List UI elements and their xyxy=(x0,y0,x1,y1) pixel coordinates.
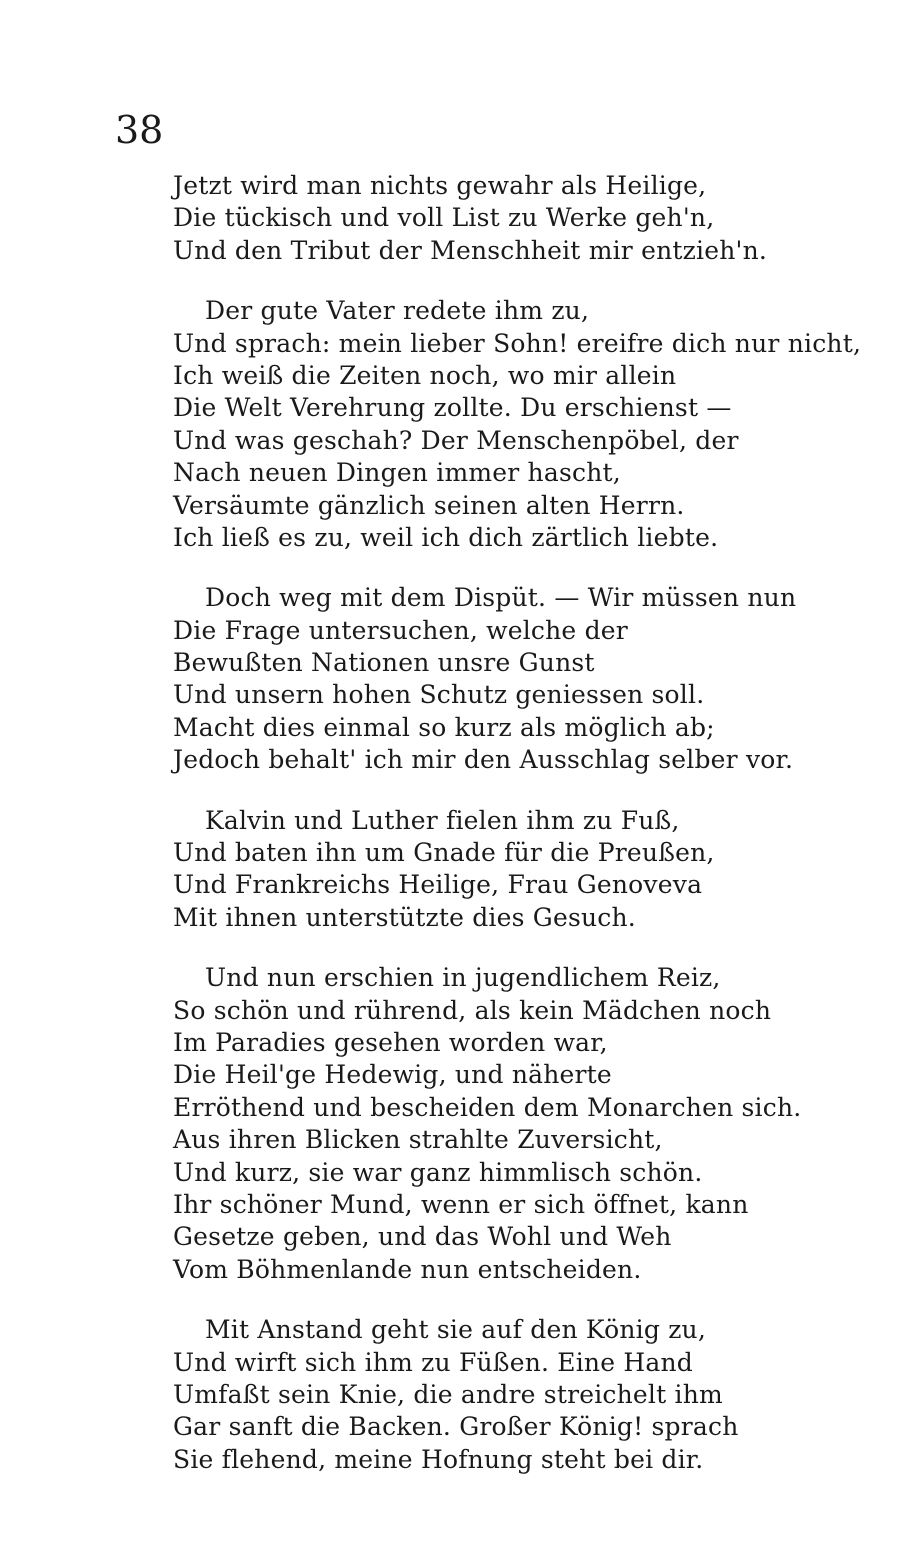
verse-line: Nach neuen Dingen immer hascht, xyxy=(173,458,621,488)
verse-line: Und den Tribut der Menschheit mir entzieh'n. xyxy=(173,235,768,265)
verse-line: Die Welt Verehrung zollte. Du erschienst — xyxy=(173,393,732,423)
verse-line: Mit Anstand geht sie auf den König zu, xyxy=(205,1315,707,1345)
verse-line: Ich weiß die Zeiten noch, wo mir allein xyxy=(173,360,677,390)
verse-line: Macht dies einmal so kurz als möglich ab; xyxy=(173,712,715,742)
verse-line: Die tückisch und voll List zu Werke geh'n, xyxy=(173,203,715,233)
verse-line: Die Heil'ge Hedewig, und näherte xyxy=(173,1060,612,1090)
verse-line: Der gute Vater redete ihm zu, xyxy=(205,296,590,326)
verse-line: Bewußten Nationen unsre Gunst xyxy=(173,648,595,678)
verse-line: Umfaßt sein Knie, die andre streichelt ihm xyxy=(173,1379,723,1409)
verse-line: Im Paradies gesehen worden war, xyxy=(173,1027,608,1057)
verse-line: Die Frage untersuchen, welche der xyxy=(173,615,628,645)
stanza-2 xyxy=(173,295,862,554)
verse-line: Doch weg mit dem Dispüt. — Wir müssen nun xyxy=(205,583,797,613)
verse-line: Erröthend und bescheiden dem Monarchen sich. xyxy=(173,1092,802,1122)
verse-line: Mit ihnen unterstützte dies Gesuch. xyxy=(173,902,636,932)
stanza-4 xyxy=(173,805,813,935)
stanza-5 xyxy=(173,962,813,1286)
poem-text xyxy=(173,170,862,1476)
verse-line: Gesetze geben, und das Wohl und Weh xyxy=(173,1222,672,1252)
verse-line: Und nun erschien in jugendlichem Reiz, xyxy=(205,963,721,993)
verse-line: Kalvin und Luther fielen ihm zu Fuß, xyxy=(205,805,680,835)
verse-line: Und kurz, sie war ganz himmlisch schön. xyxy=(173,1157,703,1187)
verse-line: Und baten ihn um Gnade für die Preußen, xyxy=(173,838,715,868)
verse-line: Ich ließ es zu, weil ich dich zärtlich liebte. xyxy=(173,522,719,552)
verse-line: Jedoch behalt' ich mir den Ausschlag selber vor. xyxy=(173,745,794,775)
verse-line: Versäumte gänzlich seinen alten Herrn. xyxy=(173,490,685,520)
verse-line: Vom Böhmenlande nun entscheiden. xyxy=(173,1254,642,1284)
verse-line: Und was geschah? Der Menschenpöbel, der xyxy=(173,425,739,455)
verse-line: Und Frankreichs Heilige, Frau Genoveva xyxy=(173,870,703,900)
stanza-6 xyxy=(173,1314,813,1476)
verse-line: Und sprach: mein lieber Sohn! ereifre dich nur nicht, xyxy=(173,328,862,358)
verse-line: Aus ihren Blicken strahlte Zuversicht, xyxy=(173,1125,663,1155)
verse-line: Sie flehend, meine Hofnung steht bei dir. xyxy=(173,1444,704,1474)
verse-line: Und unsern hohen Schutz geniessen soll. xyxy=(173,680,705,710)
page-number: 38 xyxy=(115,108,164,152)
verse-line: Ihr schöner Mund, wenn er sich öffnet, kann xyxy=(173,1189,749,1219)
verse-line: Gar sanft die Backen. Großer König! sprach xyxy=(173,1412,739,1442)
stanza-3 xyxy=(173,582,813,776)
stanza-1 xyxy=(173,170,813,267)
verse-line: Jetzt wird man nichts gewahr als Heilige, xyxy=(173,171,707,200)
verse-line: Und wirft sich ihm zu Füßen. Eine Hand xyxy=(173,1347,693,1377)
verse-line: So schön und rührend, als kein Mädchen noch xyxy=(173,995,772,1025)
